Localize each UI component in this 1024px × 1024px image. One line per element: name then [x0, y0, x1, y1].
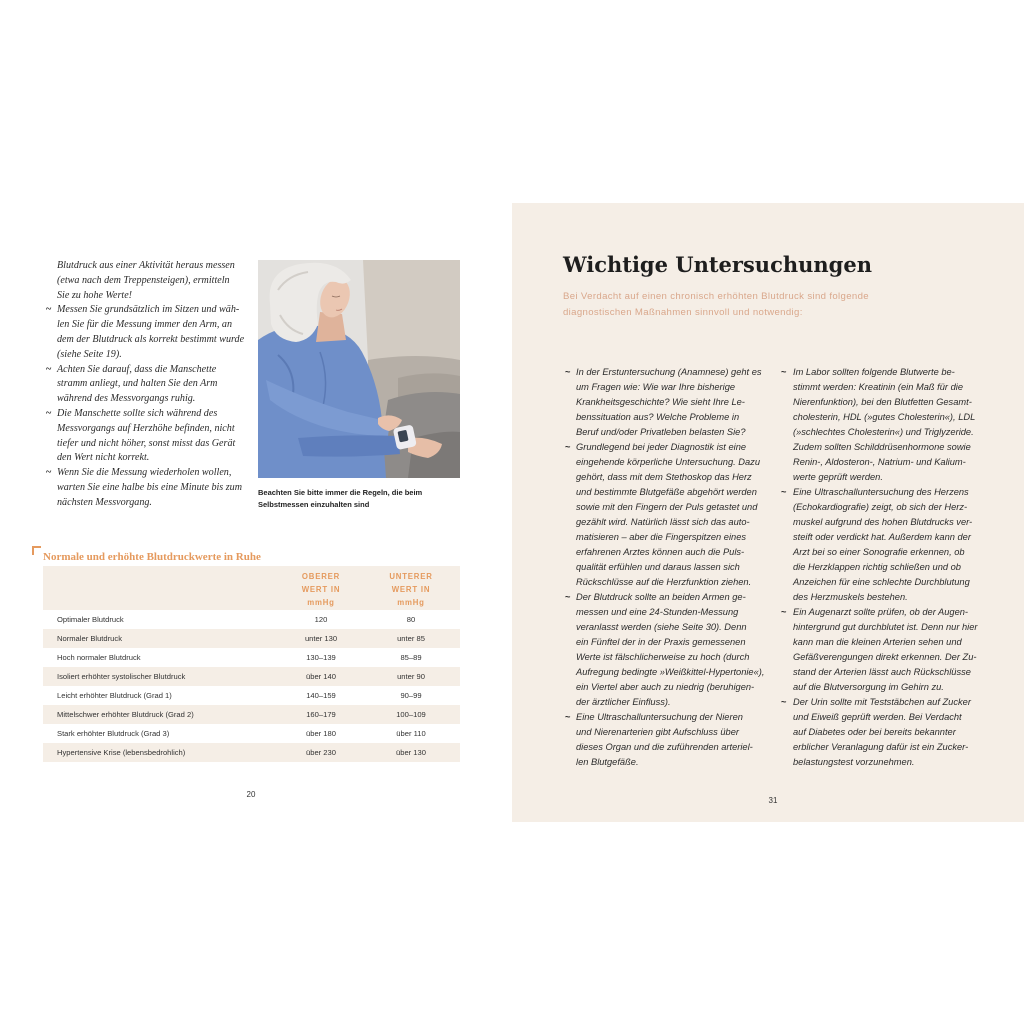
header-diastolic	[365, 570, 457, 609]
bullet-item	[565, 365, 776, 440]
systolic-value: 130–139	[306, 653, 336, 662]
measuring-tips-list	[46, 259, 253, 511]
table-title: Normale und erhöhte Blutdruckwerte in Ruhe	[43, 551, 261, 563]
photo-caption	[258, 487, 422, 511]
text-line: Sie zu hohe Werte!	[57, 289, 133, 301]
header-line: WERT IN	[391, 584, 431, 594]
text-line: warten Sie eine halbe bis eine Minute bis zum	[57, 481, 243, 493]
diastolic-value: 90–99	[400, 691, 422, 700]
row-label: Optimaler Blutdruck	[57, 615, 124, 624]
tilde-bullet: ~	[781, 486, 787, 497]
text-line: Beruf und/oder Privatleben belasten Sie?	[576, 426, 746, 437]
header-line: UNTERER	[389, 571, 433, 581]
text-line: gehört, dass mit dem Stethoskop das Herz	[576, 471, 752, 482]
row-label: Stark erhöhter Blutdruck (Grad 3)	[57, 729, 170, 738]
text-line: qualität erfühlen und daraus lassen sich	[576, 561, 740, 572]
tilde-bullet: ~	[565, 711, 571, 722]
text-line: len Blutgefäße.	[576, 756, 639, 767]
text-line: Messvorgangs auf Herzhöhe befinden, nicht	[57, 422, 235, 434]
text-line: Der Blutdruck sollte an beiden Armen ge-	[576, 591, 746, 602]
tilde-bullet: ~	[565, 366, 571, 377]
text-line: um Fragen wie: Wie war Ihre bisherige	[576, 381, 736, 392]
tilde-bullet: ~	[565, 441, 571, 452]
diastolic-value: 80	[406, 615, 416, 624]
table-body	[43, 610, 460, 762]
page-subtitle	[563, 289, 869, 321]
text-line: auf die Blutversorgung im Gehirn zu.	[793, 681, 944, 692]
subtitle-line: Bei Verdacht auf einen chronisch erhöhten Blutdruck sind folgende	[563, 291, 869, 302]
row-label: Hypertensive Krise (lebensbedrohlich)	[57, 748, 186, 757]
row-label: Hoch normaler Blutdruck	[57, 653, 141, 662]
text-line: benssituation aus? Welche Probleme in	[576, 411, 740, 422]
row-label: Isoliert erhöhter systolischer Blutdruck	[57, 672, 186, 681]
bullet-item	[565, 710, 776, 770]
systolic-value: über 230	[306, 748, 336, 757]
column-left	[565, 365, 776, 770]
text-line: den Wert nicht korrekt.	[57, 452, 150, 464]
text-line: Aufregung bedingte »Weißkittel-Hypertonie«),	[576, 666, 765, 677]
text-line: stand der Arterien lässt auch Rückschlüsse	[793, 666, 971, 677]
text-line: der ärztlicher Einfluss).	[576, 696, 671, 707]
caption-line: Beachten Sie bitte immer die Regeln, die beim	[258, 488, 423, 497]
header-systolic	[275, 570, 367, 609]
table-row	[43, 648, 460, 667]
photo-illustration	[258, 260, 460, 478]
text-line: Blutdruck aus einer Aktivität heraus messen	[57, 260, 235, 271]
text-line: ein Viertel aber auch zu niedrig (beruhigen-	[576, 681, 755, 692]
text-line: (etwa nach dem Treppensteigen), ermitteln	[57, 274, 230, 286]
text-line: stramm anliegt, und halten Sie den Arm	[57, 378, 218, 390]
text-line: tiefer und nicht höher, sonst misst das Gerät	[57, 437, 236, 449]
header-line: OBERER	[301, 571, 341, 581]
text-line: belastungstest vorzunehmen.	[793, 756, 915, 767]
text-line: die Herzklappen richtig schließen und ob	[793, 561, 961, 572]
text-line: eingehende körperliche Untersuchung. Dazu	[576, 456, 760, 467]
tilde-bullet: ~	[781, 366, 787, 377]
text-line: kann man die kleinen Arterien sehen und	[793, 636, 962, 647]
page-title: Wichtige Untersuchungen	[563, 252, 872, 277]
bullet-item	[565, 440, 776, 590]
systolic-value: 120	[314, 615, 328, 624]
caption-line: Selbstmessen einzuhalten sind	[258, 500, 370, 509]
text-line: len Sie für die Messung immer den Arm, an	[57, 319, 233, 331]
systolic-value: unter 130	[304, 634, 338, 643]
text-line: Die Manschette sollte sich während des	[57, 407, 218, 419]
text-line: und Eiweiß geprüft werden. Bei Verdacht	[793, 711, 962, 722]
diastolic-value: unter 90	[397, 672, 425, 681]
text-line: In der Erstuntersuchung (Anamnese) geht es	[576, 366, 762, 377]
systolic-value: über 140	[306, 672, 336, 681]
page-number-left: 20	[246, 790, 256, 799]
text-line: nächsten Messvorgang.	[57, 496, 152, 508]
diastolic-value: über 130	[396, 748, 426, 757]
row-label: Mittelschwer erhöhter Blutdruck (Grad 2)	[57, 710, 194, 719]
text-line: ein Fünftel der in der Praxis gemessenen	[576, 636, 746, 647]
text-line: und bestimmte Blutgefäße abgehört werden	[576, 486, 757, 497]
text-line: Renin-, Aldosteron-, Natrium- und Kalium-	[793, 456, 966, 467]
systolic-value: 160–179	[306, 710, 336, 719]
text-line: Achten Sie darauf, dass die Manschette	[57, 363, 217, 375]
tilde-bullet: ~	[565, 591, 571, 602]
text-line: (siehe Seite 19).	[57, 348, 122, 360]
table-row	[43, 629, 460, 648]
text-line: cholesterin, HDL (»gutes Cholesterin«), LDL	[793, 411, 976, 422]
text-line: hintergrund gut durchblutet ist. Denn nur hier	[793, 621, 978, 632]
text-line: gezählt wird. Natürlich lässt sich das auto-	[576, 516, 750, 527]
systolic-value: über 180	[306, 729, 336, 738]
text-line: während des Messvorgangs ruhig.	[57, 393, 196, 405]
text-line: dieses Organ und die zuführenden arteriel-	[576, 741, 753, 752]
text-line: und Nierenarterien gibt Aufschluss über	[576, 726, 739, 737]
bullet-item	[781, 365, 993, 485]
blood-pressure-table	[43, 566, 460, 762]
bullet-item	[565, 590, 776, 710]
text-line: steift oder verdickt hat. Außerdem kann der	[793, 531, 971, 542]
header-line: mmHg	[397, 597, 425, 607]
text-line: Werte ist fälschlicherweise zu hoch (durch	[576, 651, 750, 662]
text-line: (»schlechtes Cholesterin«) und Triglyzeride.	[793, 426, 974, 437]
bullet-item	[46, 303, 253, 362]
text-line: Zudem sollten Schilddrüsenhormone sowie	[793, 441, 971, 452]
text-line: Nierenfunktion), bei den Blutfetten Gesamt-	[793, 396, 972, 407]
photo-wrist-blood-pressure-measurement	[258, 260, 460, 478]
text-line: Grundlegend bei jeder Diagnostik ist eine	[576, 441, 747, 452]
text-line: Eine Ultraschalluntersuchung der Nieren	[576, 711, 743, 722]
table-corner-mark	[32, 546, 41, 555]
text-line: muskel aufgrund des hohen Blutdrucks ver-	[793, 516, 973, 527]
wall	[363, 260, 460, 370]
text-line: erfahrenen Arztes können auch die Puls-	[576, 546, 745, 557]
header-line: WERT IN	[301, 584, 341, 594]
text-line: veranlasst werden (siehe Seite 30). Denn	[576, 621, 747, 632]
table-header	[43, 566, 460, 610]
bullet-item	[46, 407, 253, 466]
text-line: Ein Augenarzt sollte prüfen, ob der Augen-	[793, 606, 969, 617]
header-line: mmHg	[307, 597, 335, 607]
table-row	[43, 686, 460, 705]
text-line: Der Urin sollte mit Teststäbchen auf Zucker	[793, 696, 971, 707]
text-line: stimmt werden: Kreatinin (ein Maß für die	[793, 381, 963, 392]
table-row	[43, 667, 460, 686]
tilde-bullet: ~	[781, 606, 787, 617]
subtitle-line: diagnostischen Maßnahmen sinnvoll und notwendig:	[563, 307, 803, 318]
page-number-right: 31	[768, 796, 778, 805]
bullet-item	[46, 363, 253, 407]
text-line: (Echokardiografie) zeigt, ob sich der Herz-	[793, 501, 968, 512]
tilde-bullet: ~	[46, 363, 52, 375]
text-line: Krankheitsgeschichte? Wie sieht Ihre Le-	[576, 396, 745, 407]
row-label: Leicht erhöhter Blutdruck (Grad 1)	[57, 691, 172, 700]
text-line: Wenn Sie die Messung wiederholen wollen,	[57, 467, 232, 479]
text-line: sowie mit den Fingern der Puls getastet und	[576, 501, 758, 512]
tilde-bullet: ~	[46, 407, 52, 419]
bullet-item	[46, 466, 253, 510]
bullet-item	[781, 695, 993, 770]
text-line: auf Diabetes oder bei bereits bekannter	[793, 726, 956, 737]
text-line: dem der Blutdruck als korrekt bestimmt wurde	[57, 333, 245, 345]
tilde-bullet: ~	[46, 304, 52, 316]
bullet-item	[57, 259, 253, 303]
text-line: werte geprüft werden.	[793, 471, 883, 482]
text-line: erblicher Veranlagung dafür ist ein Zucker-	[793, 741, 969, 752]
bullet-item	[781, 485, 993, 605]
text-line: des Herzmuskels bestehen.	[793, 591, 908, 602]
table-row	[43, 610, 460, 629]
table-row	[43, 743, 460, 762]
systolic-value: 140–159	[306, 691, 336, 700]
tilde-bullet: ~	[46, 467, 52, 479]
text-line: Anzeichen für eine schlechte Durchblutung	[793, 576, 970, 587]
text-line: Im Labor sollten folgende Blutwerte be-	[793, 366, 955, 377]
diastolic-value: 85–89	[400, 653, 422, 662]
diastolic-value: 100–109	[396, 710, 426, 719]
table-row	[43, 724, 460, 743]
text-line: Arzt bei so einer Sonografie erkennen, ob	[793, 546, 965, 557]
text-line: Rückschlüsse auf die Herzfunktion ziehen.	[576, 576, 752, 587]
diastolic-value: über 110	[396, 729, 426, 738]
row-label: Normaler Blutdruck	[57, 634, 122, 643]
column-right	[781, 365, 993, 770]
diastolic-value: unter 85	[397, 634, 425, 643]
text-line: Eine Ultraschalluntersuchung des Herzens	[793, 486, 969, 497]
text-line: matisieren – aber die Fingerspitzen eines	[576, 531, 747, 542]
tilde-bullet: ~	[781, 696, 787, 707]
bullet-item	[781, 605, 993, 695]
text-line: Messen Sie grundsätzlich im Sitzen und wäh-	[57, 304, 240, 316]
table-row	[43, 705, 460, 724]
sleeve-left-arm	[298, 435, 400, 456]
text-line: messen und eine 24-Stunden-Messung	[576, 606, 739, 617]
text-line: Gefäßverengungen direkt erkennen. Der Zu-	[793, 651, 977, 662]
